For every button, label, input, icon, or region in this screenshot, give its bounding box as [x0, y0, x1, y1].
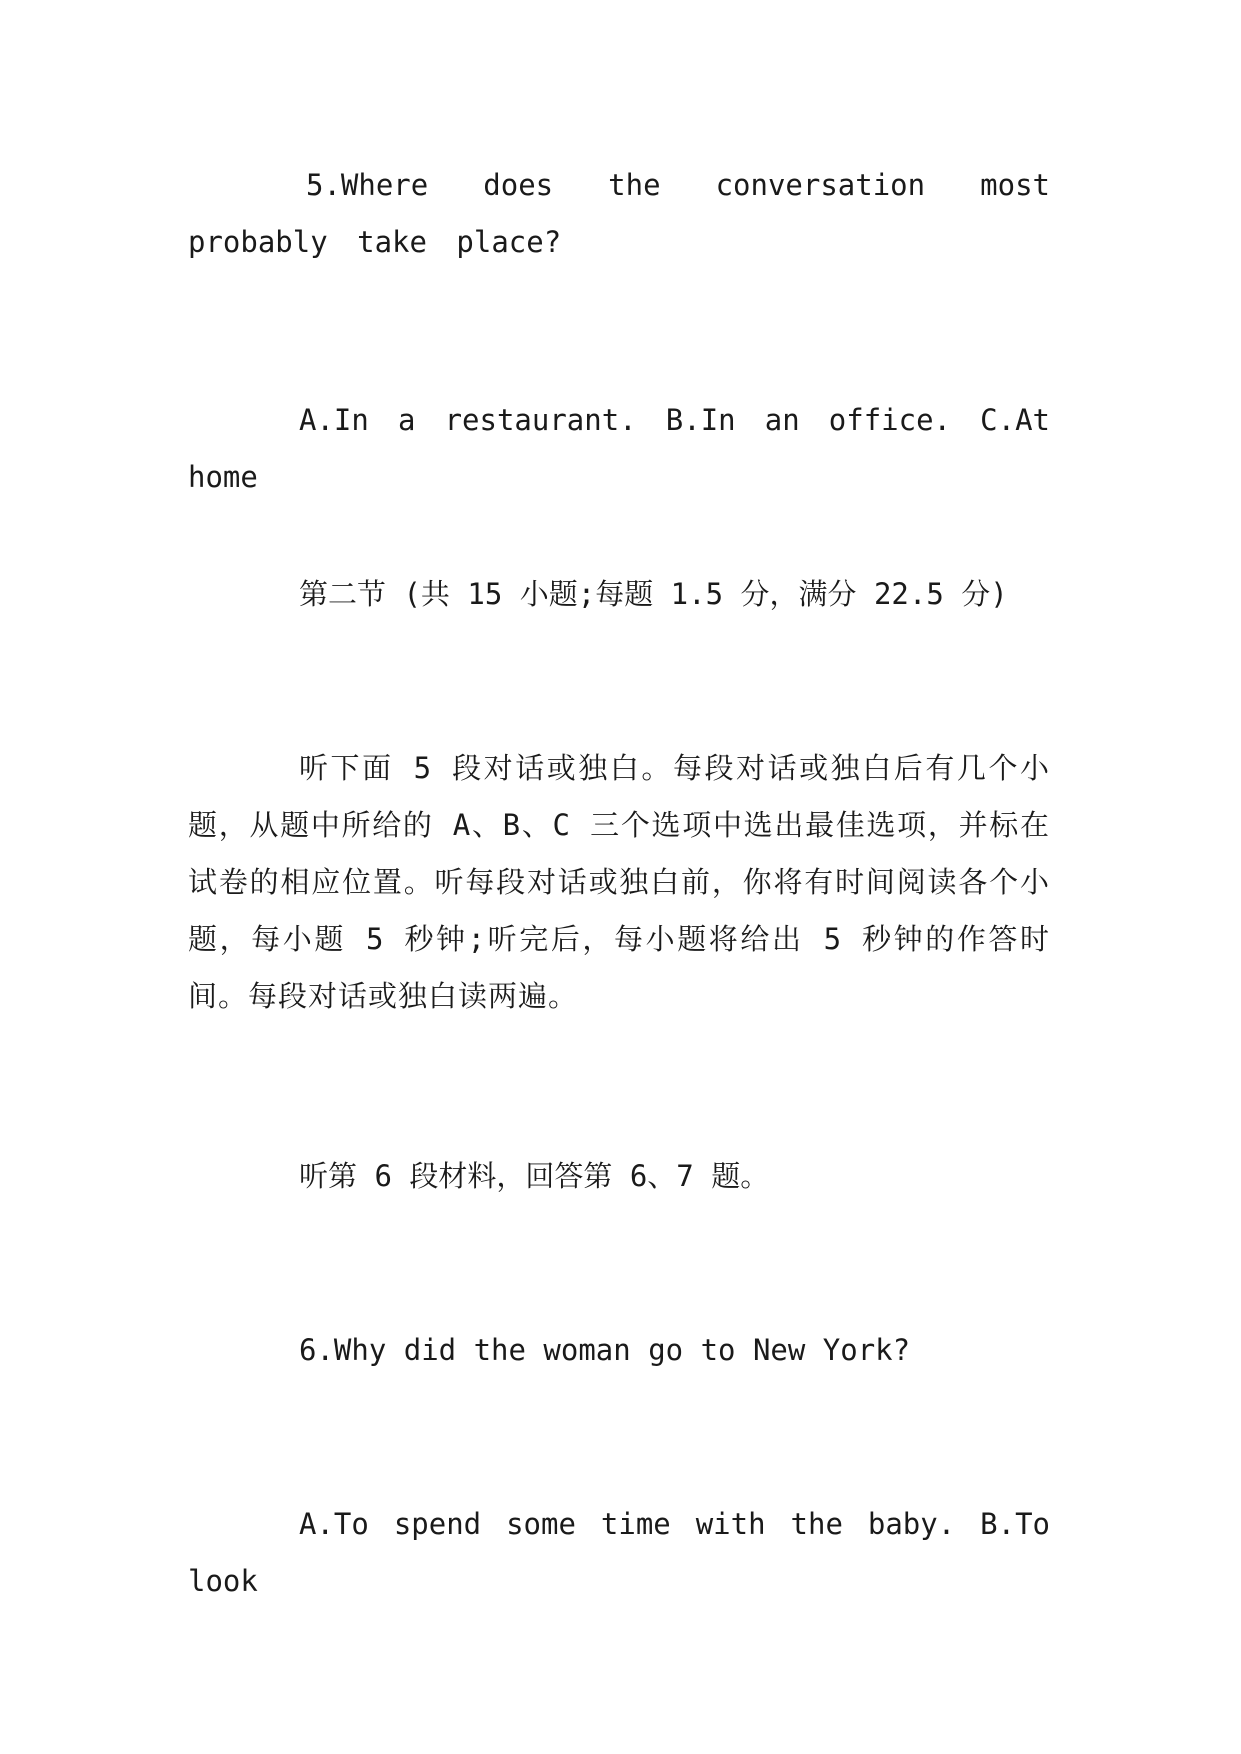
material-6-instruction: 听第 6 段材料，回答第 6、7 题。 [299, 1159, 770, 1193]
section-2-heading: 第二节 (共 15 小题;每题 1.5 分，满分 22.5 分) [299, 577, 1008, 611]
question-5: 5.Where does the conversation most probably take place? [188, 168, 1050, 259]
question-6: 6.Why did the woman go to New York? [299, 1333, 911, 1367]
question-6-options: A.To spend some time with the baby. B.To look [188, 1507, 1050, 1598]
question-5-options: A.In a restaurant. B.In an office. C.At home [188, 403, 1050, 494]
section-2-instructions: 听下面 5 段对话或独白。每段对话或独白后有几个小题，从题中所给的 A、B、C 三个选项中选出最佳选项，并标在试卷的相应位置。听每段对话或独白前，你将有时间阅读各个小题，每小题 5 秒钟;听完后，每小题将给出 5 秒钟的作答时间。每段对话或独白读两遍。 [188, 751, 1050, 1013]
